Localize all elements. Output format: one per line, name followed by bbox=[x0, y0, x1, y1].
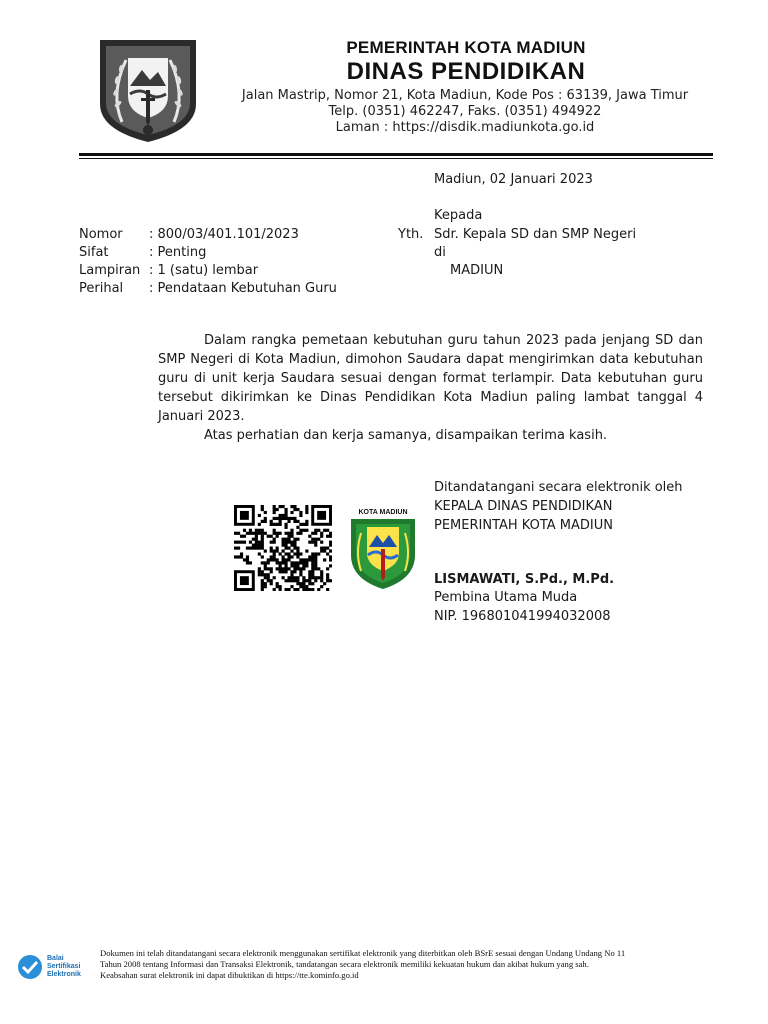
meta-value-nomor: : 800/03/401.101/2023 bbox=[149, 227, 299, 242]
qr-code bbox=[234, 505, 332, 591]
recipient-name: Sdr. Kepala SD dan SMP Negeri bbox=[434, 227, 637, 242]
footer-disclaimer bbox=[100, 948, 740, 981]
signature-line-1: Ditandatangani secara elektronik oleh bbox=[434, 480, 683, 495]
letter-body bbox=[158, 331, 703, 445]
recipient-kepada: Kepada bbox=[434, 208, 483, 223]
meta-value-lampiran: : 1 (satu) lembar bbox=[149, 263, 259, 278]
dept-title: DINAS PENDIDIKAN bbox=[346, 58, 586, 85]
website-line: Laman : https://disdik.madiunkota.go.id bbox=[335, 120, 595, 135]
signatory-name: LISMAWATI, S.Pd., M.Pd. bbox=[434, 572, 615, 587]
org-title: PEMERINTAH KOTA MADIUN bbox=[346, 38, 586, 57]
meta-value-perihal: : Pendataan Kebutuhan Guru bbox=[149, 281, 337, 296]
meta-label-nomor: Nomor bbox=[79, 227, 123, 242]
letter-date: Madiun, 02 Januari 2023 bbox=[434, 172, 593, 187]
bsre-label-2: Sertifikasi bbox=[47, 963, 81, 970]
bsre-label-1: Balai bbox=[47, 955, 64, 962]
footer-line-1: Dokumen ini telah ditandatangani secara elektronik menggunakan sertifikat elektronik yang diterbitkan oleh BSrE sesuai dengan Undang Undang No 11 bbox=[100, 948, 626, 958]
footer-line-2: Tahun 2008 tentang Informasi dan Transaksi Elektronik, tandatangan secara elektronik memiliki kekuatan hukum dan akibat hukum yang sah. bbox=[100, 959, 589, 969]
signatory-rank: Pembina Utama Muda bbox=[434, 590, 578, 605]
recipient-city: MADIUN bbox=[450, 263, 504, 278]
official-stamp-emblem bbox=[347, 505, 419, 591]
body-paragraph-1: Dalam rangka pemetaan kebutuhan guru tahun 2023 pada jenjang SD dan SMP Negeri di Kota Madiun, dimohon Saudara dapat mengirimkan data kebutuhan guru di unit kerja Saudara sesuai dengan format terlampir. Data kebutuhan guru tersebut dikirimkan ke Dinas Pendidikan Kota Madiun paling lambat tanggal 4 Januari 2023. bbox=[158, 333, 703, 424]
stamp-label: KOTA MADIUN bbox=[358, 509, 408, 516]
body-paragraph-2: Atas perhatian dan kerja samanya, disampaikan terima kasih. bbox=[204, 428, 608, 443]
bsre-icon bbox=[17, 954, 43, 980]
signature-line-3: PEMERINTAH KOTA MADIUN bbox=[434, 518, 614, 533]
city-emblem-logo bbox=[92, 34, 204, 144]
recipient-yth: Yth. bbox=[398, 227, 424, 242]
meta-label-lampiran: Lampiran bbox=[79, 263, 141, 278]
letterhead-divider bbox=[79, 153, 713, 156]
bsre-label-3: Elektronik bbox=[47, 971, 81, 978]
bsre-logo bbox=[17, 954, 95, 980]
address-line: Jalan Mastrip, Nomor 21, Kota Madiun, Kode Pos : 63139, Jawa Timur bbox=[241, 88, 689, 103]
letterhead-divider-thin bbox=[79, 158, 713, 159]
meta-label-perihal: Perihal bbox=[79, 281, 124, 296]
meta-label-sifat: Sifat bbox=[79, 245, 109, 260]
signatory-nip: NIP. 196801041994032008 bbox=[434, 609, 611, 624]
recipient-di: di bbox=[434, 245, 446, 260]
phone-line: Telp. (0351) 462247, Faks. (0351) 494922 bbox=[328, 104, 602, 119]
meta-value-sifat: : Penting bbox=[149, 245, 207, 260]
footer-line-3: Keabsahan surat elektronik ini dapat dibuktikan di https://tte.kominfo.go.id bbox=[100, 970, 359, 980]
signature-line-2: KEPALA DINAS PENDIDIKAN bbox=[434, 499, 613, 514]
